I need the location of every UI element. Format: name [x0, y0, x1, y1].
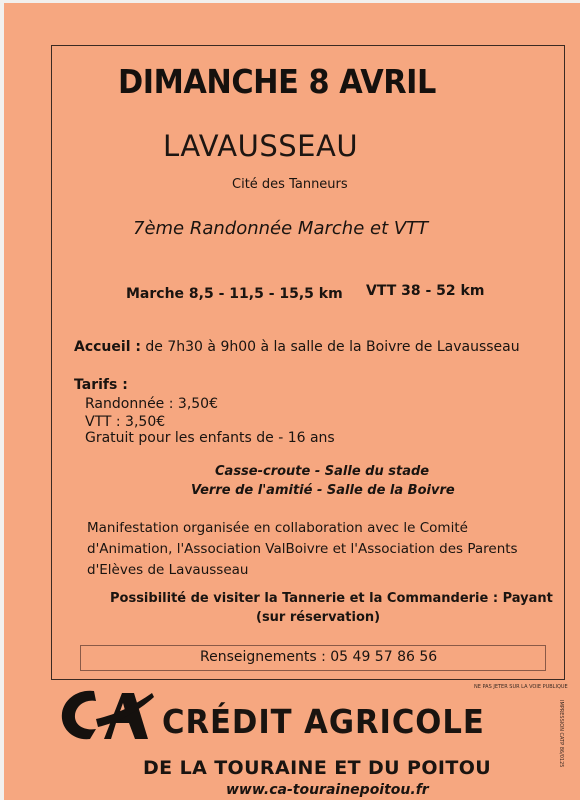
sponsor-region: DE LA TOURAINE ET DU POITOU — [143, 757, 492, 779]
food-verre-amitie: Verre de l'amitié - Salle de la Boivre — [191, 483, 455, 498]
tarif-vtt: VTT : 3,50€ — [85, 414, 166, 430]
town-title: LAVAUSSEAU — [163, 129, 359, 163]
credit-agricole-logo — [56, 685, 156, 749]
tarifs-title: Tarifs : — [74, 377, 128, 393]
fine-print: NE PAS JETER SUR LA VOIE PUBLIQUE — [474, 684, 568, 690]
marche-distances: Marche 8,5 - 11,5 - 15,5 km — [126, 286, 343, 302]
sponsor-website: www.ca-tourainepoitou.fr — [226, 782, 429, 798]
organisation-line-2: d'Animation, l'Association ValBoivre et l'Association des Parents — [87, 541, 518, 557]
visite-line-1: Possibilité de visiter la Tannerie et la Commanderie : Payant — [110, 591, 553, 606]
town-subtitle: Cité des Tanneurs — [232, 177, 348, 192]
sponsor-brand: CRÉDIT AGRICOLE — [162, 702, 485, 741]
organisation-line-1: Manifestation organisée en collaboration avec le Comité — [87, 520, 468, 536]
ca-logo-icon — [56, 685, 156, 745]
renseignements-text: Renseignements : 05 49 57 86 56 — [200, 649, 438, 665]
visite-line-2: (sur réservation) — [256, 610, 381, 625]
organisation-line-3: d'Elèves de Lavausseau — [87, 562, 249, 578]
food-casse-croute: Casse-croute - Salle du stade — [215, 464, 430, 479]
tarif-gratuit: Gratuit pour les enfants de - 16 ans — [85, 430, 335, 446]
event-title: 7ème Randonnée Marche et VTT — [133, 218, 429, 239]
event-date: DIMANCHE 8 AVRIL — [118, 62, 436, 101]
accueil-label: Accueil : — [74, 339, 141, 355]
tarif-randonnee: Randonnée : 3,50€ — [85, 396, 218, 412]
printer-note: IMPRESSION CATP 86/0125 — [558, 700, 564, 768]
vtt-distances: VTT 38 - 52 km — [366, 283, 485, 299]
accueil-line — [74, 339, 520, 355]
organisation-paragraph — [87, 518, 542, 581]
accueil-text: de 7h30 à 9h00 à la salle de la Boivre de Lavausseau — [145, 339, 520, 355]
